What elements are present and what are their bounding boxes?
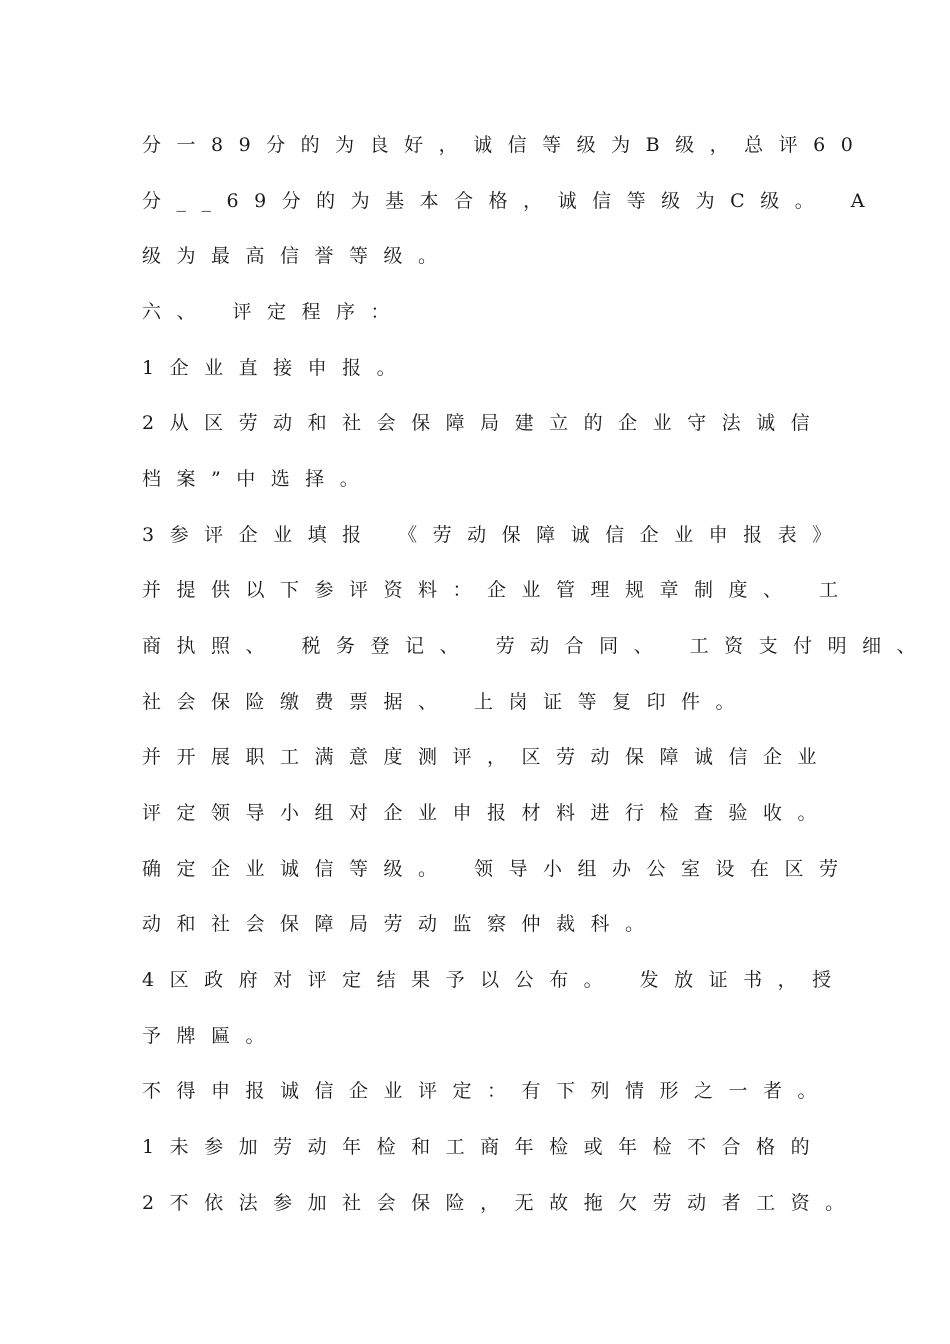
text-line-6: 2从区劳动和社会保障局建立的企业守法诚信 bbox=[142, 412, 826, 434]
text-line-1: 分一89分的为良好，诚信等级为B级，总评60 bbox=[142, 134, 869, 156]
text-line-20: 2不依法参加社会保险，无故拖欠劳动者工资。 bbox=[142, 1192, 860, 1214]
text-line-19: 1未参加劳动年检和工商年检或年检不合格的 bbox=[142, 1136, 826, 1158]
text-line-12: 并开展职工满意度测评，区劳动保障诚信企业 bbox=[142, 746, 833, 768]
text-line-14: 确定企业诚信等级。 领导小组办公室设在区劳 bbox=[142, 858, 854, 880]
text-line-18: 不得申报诚信企业评定：有下列情形之一者。 bbox=[142, 1080, 833, 1102]
text-line-13: 评定领导小组对企业申报材料进行检查验收。 bbox=[142, 802, 833, 824]
text-line-3: 级为最高信誉等级。 bbox=[142, 245, 453, 267]
text-line-8: 3参评企业填报 《劳动保障诚信企业申报表》 bbox=[142, 524, 847, 546]
text-line-11: 社会保险缴费票据、 上岗证等复印件。 bbox=[142, 691, 751, 713]
text-line-2: 分__69分的为基本合格，诚信等级为C级。 A bbox=[142, 190, 880, 212]
text-line-5: 1企业直接申报。 bbox=[142, 357, 412, 379]
section-heading: 六、 评定程序： bbox=[142, 301, 406, 323]
text-line-15: 动和社会保障局劳动监察仲裁科。 bbox=[142, 913, 660, 935]
text-line-9: 并提供以下参评资料：企业管理规章制度、 工 bbox=[142, 579, 854, 601]
text-line-17: 予牌匾。 bbox=[142, 1025, 281, 1047]
text-line-7: 档案”中选择。 bbox=[142, 468, 375, 490]
text-line-16: 4区政府对评定结果予以公布。 发放证书，授 bbox=[142, 969, 847, 991]
text-line-10: 商执照、 税务登记、 劳动合同、 工资支付明细、 bbox=[142, 635, 932, 657]
